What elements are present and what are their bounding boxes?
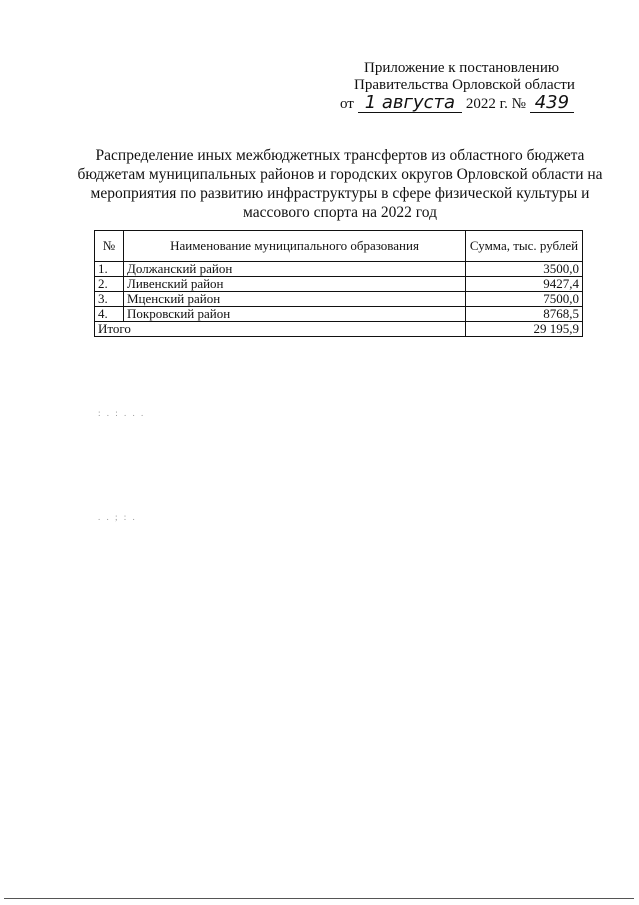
total-row — [95, 322, 583, 337]
header-sum: Сумма, тыс. рублей — [466, 231, 583, 262]
row-municipality: Ливенский район — [124, 277, 466, 292]
row-municipality: Должанский район — [124, 262, 466, 277]
table-row — [95, 307, 583, 322]
row-number: 2. — [95, 277, 124, 292]
row-sum: 8768,5 — [466, 307, 583, 322]
header-number: № — [95, 231, 124, 262]
row-municipality: Мценский район — [124, 292, 466, 307]
document-title: Распределение иных межбюджетных трансфертов из областного бюджета бюджетам муниципальных районов и городских округов Орловской области на мероприятия по развитию инфраструктуры в сфере физической культуры и массового спорта на 2022 год — [77, 147, 603, 221]
table-row — [95, 292, 583, 307]
page-bottom-edge — [4, 898, 634, 899]
row-sum: 9427,4 — [466, 277, 583, 292]
row-municipality: Покровский район — [124, 307, 466, 322]
handwritten-date: 1 августа — [358, 94, 462, 113]
row-number: 4. — [95, 307, 124, 322]
table-header-row — [95, 231, 583, 262]
table-row — [95, 277, 583, 292]
row-number: 1. — [95, 262, 124, 277]
scan-noise: . . ; : . — [98, 512, 137, 522]
appendix-date-line — [340, 94, 630, 113]
table-row — [95, 262, 583, 277]
appendix-line-1: Приложение к постановлению — [364, 60, 560, 76]
appendix-header — [340, 60, 630, 113]
distribution-table — [94, 230, 583, 337]
row-number: 3. — [95, 292, 124, 307]
date-prefix: от — [340, 96, 354, 112]
total-sum: 29 195,9 — [466, 322, 583, 337]
scan-noise: : . : . . . — [98, 408, 146, 418]
row-sum: 3500,0 — [466, 262, 583, 277]
header-municipality: Наименование муниципального образования — [124, 231, 466, 262]
total-label: Итого — [95, 322, 466, 337]
year-text: 2022 г. № — [465, 96, 526, 112]
row-sum: 7500,0 — [466, 292, 583, 307]
handwritten-number: 439 — [530, 94, 574, 113]
appendix-line-2: Правительства Орловской области — [354, 77, 575, 93]
